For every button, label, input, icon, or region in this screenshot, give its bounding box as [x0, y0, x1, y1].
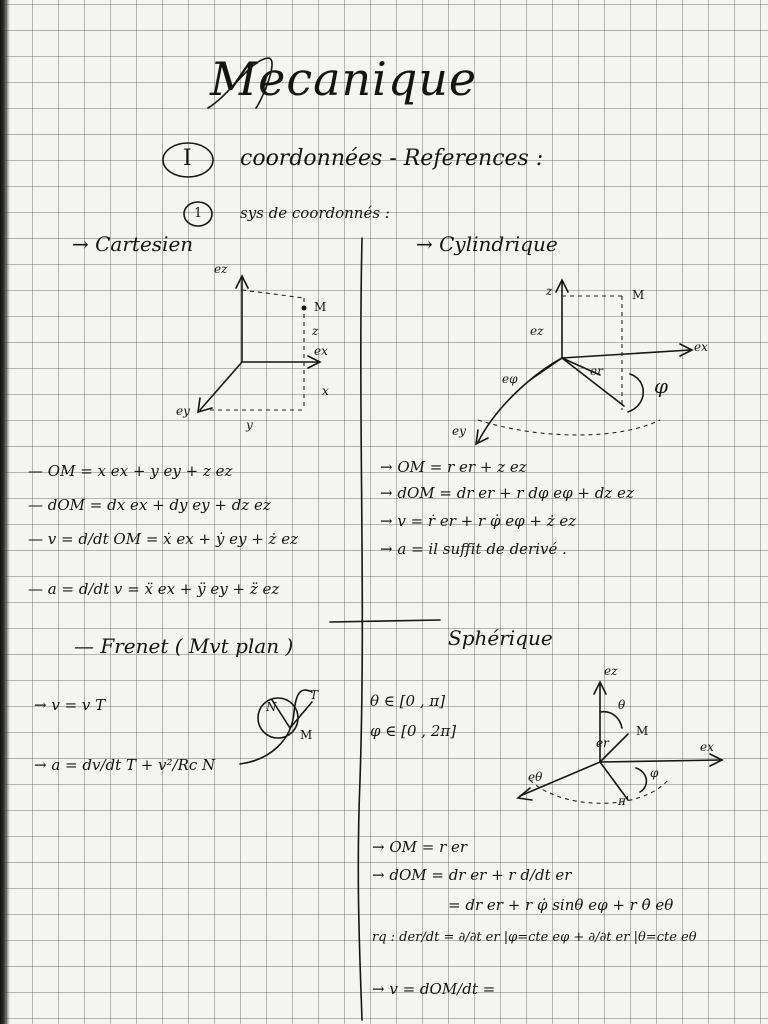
arrow-icon: →: [380, 512, 398, 530]
spherical-equation-2: → dOM = dr er + r d/dt er: [372, 866, 572, 884]
frenet-label-N: N: [266, 700, 277, 714]
arrow-icon: →: [380, 540, 398, 558]
frenet-equation-2: → a = dv/dt T + v²/Rc N: [34, 756, 216, 774]
cylindrical-label-M: M: [632, 288, 645, 302]
section-number: I: [183, 146, 192, 171]
cylindrical-label-z: z: [546, 284, 553, 298]
spherical-remark: rq : der/dt = ∂/∂t er |φ=cte eφ + ∂/∂t er |θ=cte eθ: [372, 930, 697, 945]
arrow-icon: →: [416, 232, 440, 256]
spherical-domain-phi: φ ∈ [0 , 2π]: [370, 722, 457, 740]
arrow-icon: →: [372, 838, 390, 856]
arrow-icon: →: [72, 232, 96, 256]
spherical-label-pi: π': [618, 794, 630, 808]
cartesian-label-M: M: [314, 300, 327, 314]
arrow-icon: →: [380, 458, 398, 476]
arrow-icon: →: [372, 980, 390, 998]
cartesian-label-x: x: [322, 384, 329, 398]
arrow-icon: →: [34, 756, 52, 774]
cylindrical-equation-4: → a = il suffit de derivé .: [380, 540, 567, 558]
cartesian-label-ez: ez: [214, 262, 228, 276]
cylindrical-label-ez: ez: [530, 324, 544, 338]
column-divider: [358, 238, 362, 1020]
subsection-number: 1: [194, 206, 203, 221]
cartesian-diagram: [198, 276, 320, 412]
spherical-label-eteta: eθ: [528, 770, 543, 784]
cylindrical-equation-3: → v = ṙ er + r φ̇ eφ + ż ez: [380, 512, 577, 530]
cartesian-label-ey: ey: [176, 404, 190, 418]
row-divider: [330, 620, 440, 622]
cartesian-label-ex: ex: [314, 344, 328, 358]
page-title: Mecanique: [210, 52, 478, 106]
spherical-heading: Sphérique: [448, 626, 553, 650]
bullet-icon: —: [28, 462, 48, 480]
cylindrical-heading: → Cylindrique: [416, 232, 558, 256]
cartesian-equation-2: — dOM = dx ex + dy ey + dz ez: [28, 496, 271, 514]
spherical-label-phi: φ: [650, 766, 659, 780]
frenet-heading: — Frenet ( Mvt plan ): [74, 634, 294, 658]
cylindrical-label-phi: φ: [654, 374, 669, 398]
cartesian-label-y: y: [246, 418, 253, 432]
frenet-label-M: M: [300, 728, 313, 742]
subsection-title: sys de coordonnés :: [240, 204, 390, 222]
cylindrical-label-ey: ey: [452, 424, 466, 438]
cylindrical-equation-2: → dOM = dr er + r dφ eφ + dz ez: [380, 484, 634, 502]
bullet-icon: —: [28, 496, 48, 514]
spherical-label-M: M: [636, 724, 649, 738]
spherical-label-ez: ez: [604, 664, 618, 678]
spherical-label-ex: ex: [700, 740, 714, 754]
cylindrical-label-er: er: [590, 364, 603, 378]
spherical-equation-5: → v = dOM/dt =: [372, 980, 496, 998]
cylindrical-equation-1: → OM = r er + z ez: [380, 458, 527, 476]
arrow-icon: →: [380, 484, 398, 502]
spherical-label-theta: θ: [618, 698, 626, 712]
cylindrical-label-ex: ex: [694, 340, 708, 354]
cartesian-equation-3: — v = d/dt OM = ẋ ex + ẏ ey + ż ez: [28, 530, 298, 548]
cartesian-equation-1: — OM = x ex + y ey + z ez: [28, 462, 233, 480]
cartesian-label-z: z: [312, 324, 319, 338]
section-title: coordonnées - References :: [240, 146, 544, 171]
frenet-label-T: T: [310, 688, 319, 702]
spherical-label-er: er: [596, 736, 609, 750]
arrow-icon: —: [74, 634, 101, 658]
cylindrical-label-ephi: eφ: [502, 372, 518, 386]
spherical-equation-1: → OM = r er: [372, 838, 468, 856]
frenet-equation-1: → v = v T: [34, 696, 106, 714]
bullet-icon: —: [28, 580, 48, 598]
arrow-icon: →: [372, 866, 390, 884]
spherical-equation-3: = dr er + r φ̇ sinθ eφ + r θ̇ eθ: [448, 896, 674, 914]
cartesian-equation-4: — a = d/dt v = ẍ ex + ÿ ey + z̈ ez: [28, 580, 280, 598]
cartesian-heading: → Cartesien: [72, 232, 194, 256]
spherical-domain-theta: θ ∈ [0 , π]: [370, 692, 446, 710]
arrow-icon: →: [34, 696, 52, 714]
bullet-icon: —: [28, 530, 48, 548]
cylindrical-diagram: [476, 280, 692, 444]
